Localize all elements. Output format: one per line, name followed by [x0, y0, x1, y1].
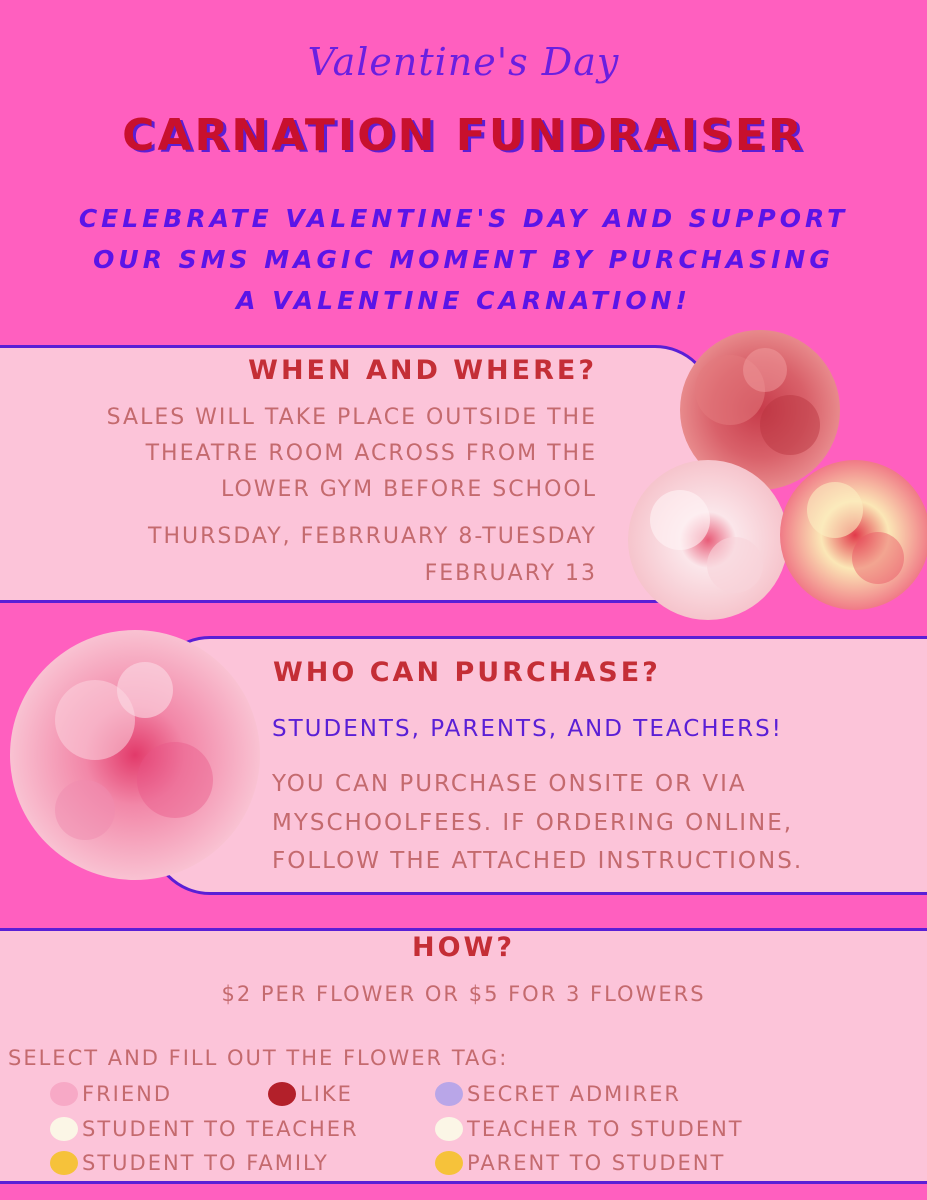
white-carnation-icon — [50, 1117, 78, 1141]
tag-parent-to-student — [435, 1151, 725, 1175]
tag-student-to-family — [50, 1151, 329, 1175]
who-line: MYSCHOOLFEES. IF ORDERING ONLINE, — [272, 810, 794, 836]
dates-line: FEBRUARY 13 — [424, 561, 597, 586]
when-where-heading: WHEN AND WHERE? — [248, 355, 597, 386]
price-text: $2 PER FLOWER OR $5 FOR 3 FLOWERS — [221, 982, 706, 1006]
tag-label: LIKE — [300, 1082, 353, 1106]
tag-label: STUDENT TO FAMILY — [82, 1151, 329, 1175]
tagline — [60, 198, 867, 321]
white-carnation — [628, 460, 788, 620]
pink-carnation-image — [5, 620, 270, 895]
who-line: YOU CAN PURCHASE ONSITE OR VIA — [272, 771, 747, 797]
tag-secret-admirer — [435, 1082, 681, 1106]
tagline-line: OUR SMS MAGIC MOMENT BY PURCHASING — [93, 245, 834, 274]
purple-carnation-icon — [435, 1082, 463, 1106]
tag-friend — [50, 1082, 172, 1106]
who-line: FOLLOW THE ATTACHED INSTRUCTIONS. — [272, 848, 804, 874]
dates-line: THURSDAY, FEBRRUARY 8-TUESDAY — [148, 524, 597, 549]
who-highlight: STUDENTS, PARENTS, AND TEACHERS! — [272, 716, 783, 742]
tag-label: PARENT TO STUDENT — [467, 1151, 726, 1175]
select-instructions: SELECT AND FILL OUT THE FLOWER TAG: — [8, 1046, 509, 1070]
tag-label: STUDENT TO TEACHER — [82, 1117, 359, 1141]
white-carnation-icon — [435, 1117, 463, 1141]
tagline-line: CELEBRATE VALENTINE'S DAY AND SUPPORT — [78, 204, 849, 233]
yellow-carnation-icon — [435, 1151, 463, 1175]
how-heading: HOW? — [412, 932, 515, 963]
pink-carnation-icon — [50, 1082, 78, 1106]
tag-like — [268, 1082, 353, 1106]
tag-label: FRIEND — [82, 1082, 173, 1106]
when-where-line: LOWER GYM BEFORE SCHOOL — [221, 477, 597, 502]
tag-label: TEACHER TO STUDENT — [467, 1117, 744, 1141]
red-carnation-icon — [268, 1082, 296, 1106]
page-title: CARNATION FUNDRAISER — [122, 110, 805, 161]
script-title: Valentine's Day — [307, 40, 620, 84]
tag-teacher-to-student — [435, 1117, 744, 1141]
yellow-carnation-icon — [50, 1151, 78, 1175]
tagline-line: A VALENTINE CARNATION! — [236, 286, 691, 315]
when-where-line: THEATRE ROOM ACROSS FROM THE — [145, 441, 597, 466]
when-where-line: SALES WILL TAKE PLACE OUTSIDE THE — [106, 405, 597, 430]
who-heading: WHO CAN PURCHASE? — [273, 657, 661, 688]
tag-student-to-teacher — [50, 1117, 359, 1141]
yellow-carnation — [780, 460, 927, 610]
carnation-bouquet-image — [620, 330, 927, 620]
tag-label: SECRET ADMIRER — [467, 1082, 681, 1106]
